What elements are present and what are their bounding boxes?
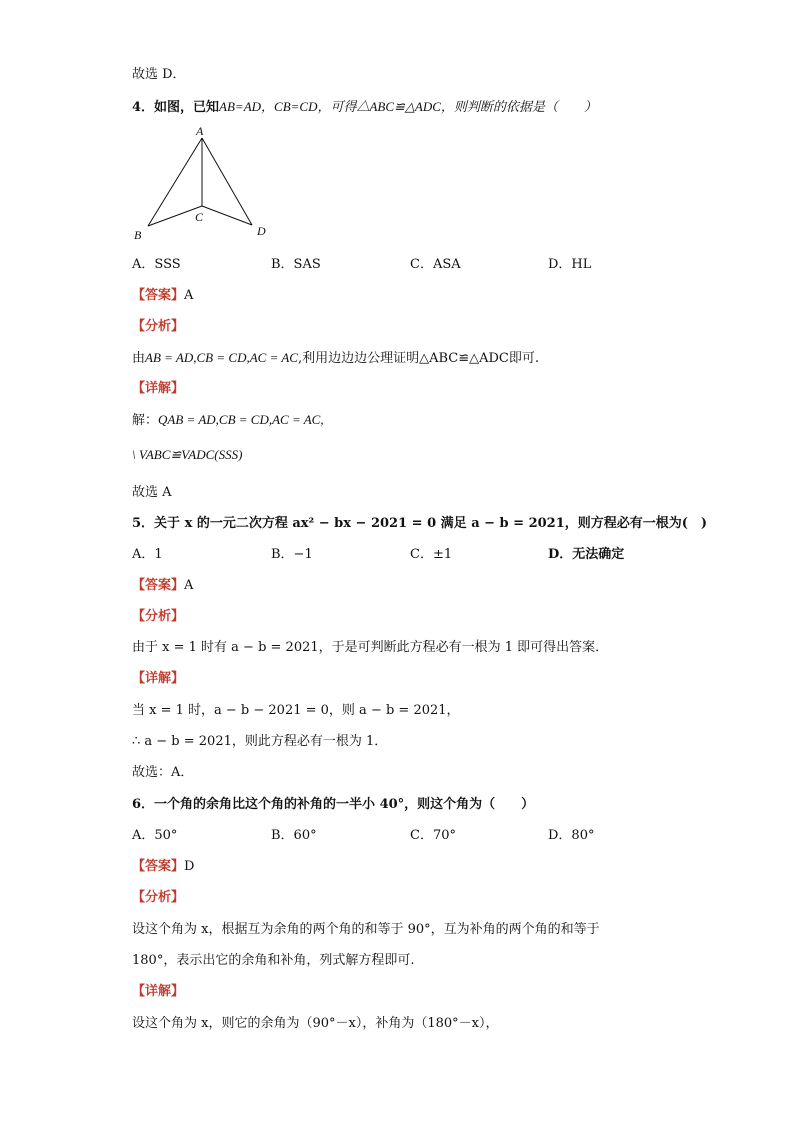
q6-option-d: D．80° <box>548 828 595 843</box>
q6-answer-row <box>132 858 194 876</box>
q6-analysis-line-1: 设这个角为 x，根据互为余角的两个角的和等于 90°，互为补角的两个角的和等于 <box>132 922 600 937</box>
q6-option-b: B．60° <box>271 828 317 843</box>
question-4-lead: 4．如图，已知 <box>132 100 220 115</box>
q6-analysis-tag: 【分析】 <box>132 890 185 905</box>
q4-option-b: B．SAS <box>271 257 321 272</box>
q4-detail-math: QAB = AD,CB = CD,AC = AC, <box>158 412 324 427</box>
q6-answer-value: D <box>184 859 195 874</box>
q4-option-c: C．ASA <box>410 257 461 272</box>
q4-option-d: D．HL <box>548 257 592 272</box>
q5-analysis-text: 由于 x = 1 时有 a − b = 2021，于是可判断此方程必有一根为 1 即可得出答案． <box>132 640 609 655</box>
q4-answer-value: A <box>184 288 194 303</box>
segment-bc <box>148 206 202 226</box>
q4-analysis-math: AB = AD,CB = CD,AC = AC <box>145 350 298 365</box>
question-6-stem: 6．一个角的余角比这个角的补角的一半小 40°，则这个角为（ ） <box>132 797 535 812</box>
answer-tag: 【答案】 <box>132 578 185 593</box>
q4-analysis-prefix: 由 <box>132 351 146 366</box>
question-5-stem: 5．关于 x 的一元二次方程 ax² − bx − 2021 = 0 满足 a − b = 2021，则方程必有一根为( ) <box>132 516 708 531</box>
vertex-label-c: C <box>195 210 204 224</box>
q5-detail-tag: 【详解】 <box>132 671 185 686</box>
q5-option-c: C．±1 <box>410 547 453 562</box>
q4-analysis-suffix: ,利用边边边公理证明△ABC≌△ADC即可. <box>297 351 540 366</box>
q5-option-b: B．−1 <box>271 547 313 562</box>
question-4-stem <box>132 98 597 117</box>
previous-answer-conclusion: 故选 D． <box>132 67 186 82</box>
segment-ad <box>202 138 252 225</box>
segment-ab <box>148 138 202 226</box>
q4-detail-line-2: \ VABC≌VADC(SSS) <box>132 447 243 462</box>
answer-tag: 【答案】 <box>132 859 185 874</box>
q6-analysis-line-2: 180°，表示出它的余角和补角，列式解方程即可. <box>132 953 415 968</box>
q4-detail-tag: 【详解】 <box>132 381 185 396</box>
q4-option-a: A．SSS <box>132 257 181 272</box>
q4-answer-row <box>132 287 193 305</box>
q5-answer-value: A <box>184 578 194 593</box>
q5-option-d: D．无法确定 <box>548 547 625 562</box>
q5-detail-line-1: 当 x = 1 时，a − b − 2021 = 0，则 a − b = 2021， <box>132 703 460 718</box>
vertex-label-a: A <box>196 124 204 138</box>
vertex-label-b: B <box>134 228 142 242</box>
q4-detail-line-1 <box>132 411 324 430</box>
q5-answer-row <box>132 577 193 595</box>
q6-option-a: A．50° <box>132 828 178 843</box>
q5-analysis-tag: 【分析】 <box>132 609 185 624</box>
q6-detail-tag: 【详解】 <box>132 984 185 999</box>
q4-analysis-text <box>132 349 539 368</box>
segment-cd <box>202 206 252 225</box>
q5-option-a: A．1 <box>132 547 163 562</box>
triangle-figure <box>128 122 278 246</box>
answer-tag: 【答案】 <box>132 288 185 303</box>
q6-detail-line-1: 设这个角为 x，则它的余角为（90°－x），补角为（180°－x）， <box>132 1016 499 1031</box>
question-4-condition: AB=AD，CB=CD，可得△ABC≌△ADC，则判断的依据是（ ） <box>219 99 597 114</box>
q5-detail-line-2: ∴ a − b = 2021，则此方程必有一根为 1． <box>132 734 388 749</box>
q4-conclusion: 故选 A <box>132 485 172 500</box>
q6-option-c: C．70° <box>410 828 456 843</box>
q4-detail-prefix: 解： <box>132 413 159 428</box>
vertex-label-d: D <box>257 224 266 238</box>
q5-conclusion: 故选：A． <box>132 765 194 780</box>
q4-analysis-tag: 【分析】 <box>132 319 185 334</box>
